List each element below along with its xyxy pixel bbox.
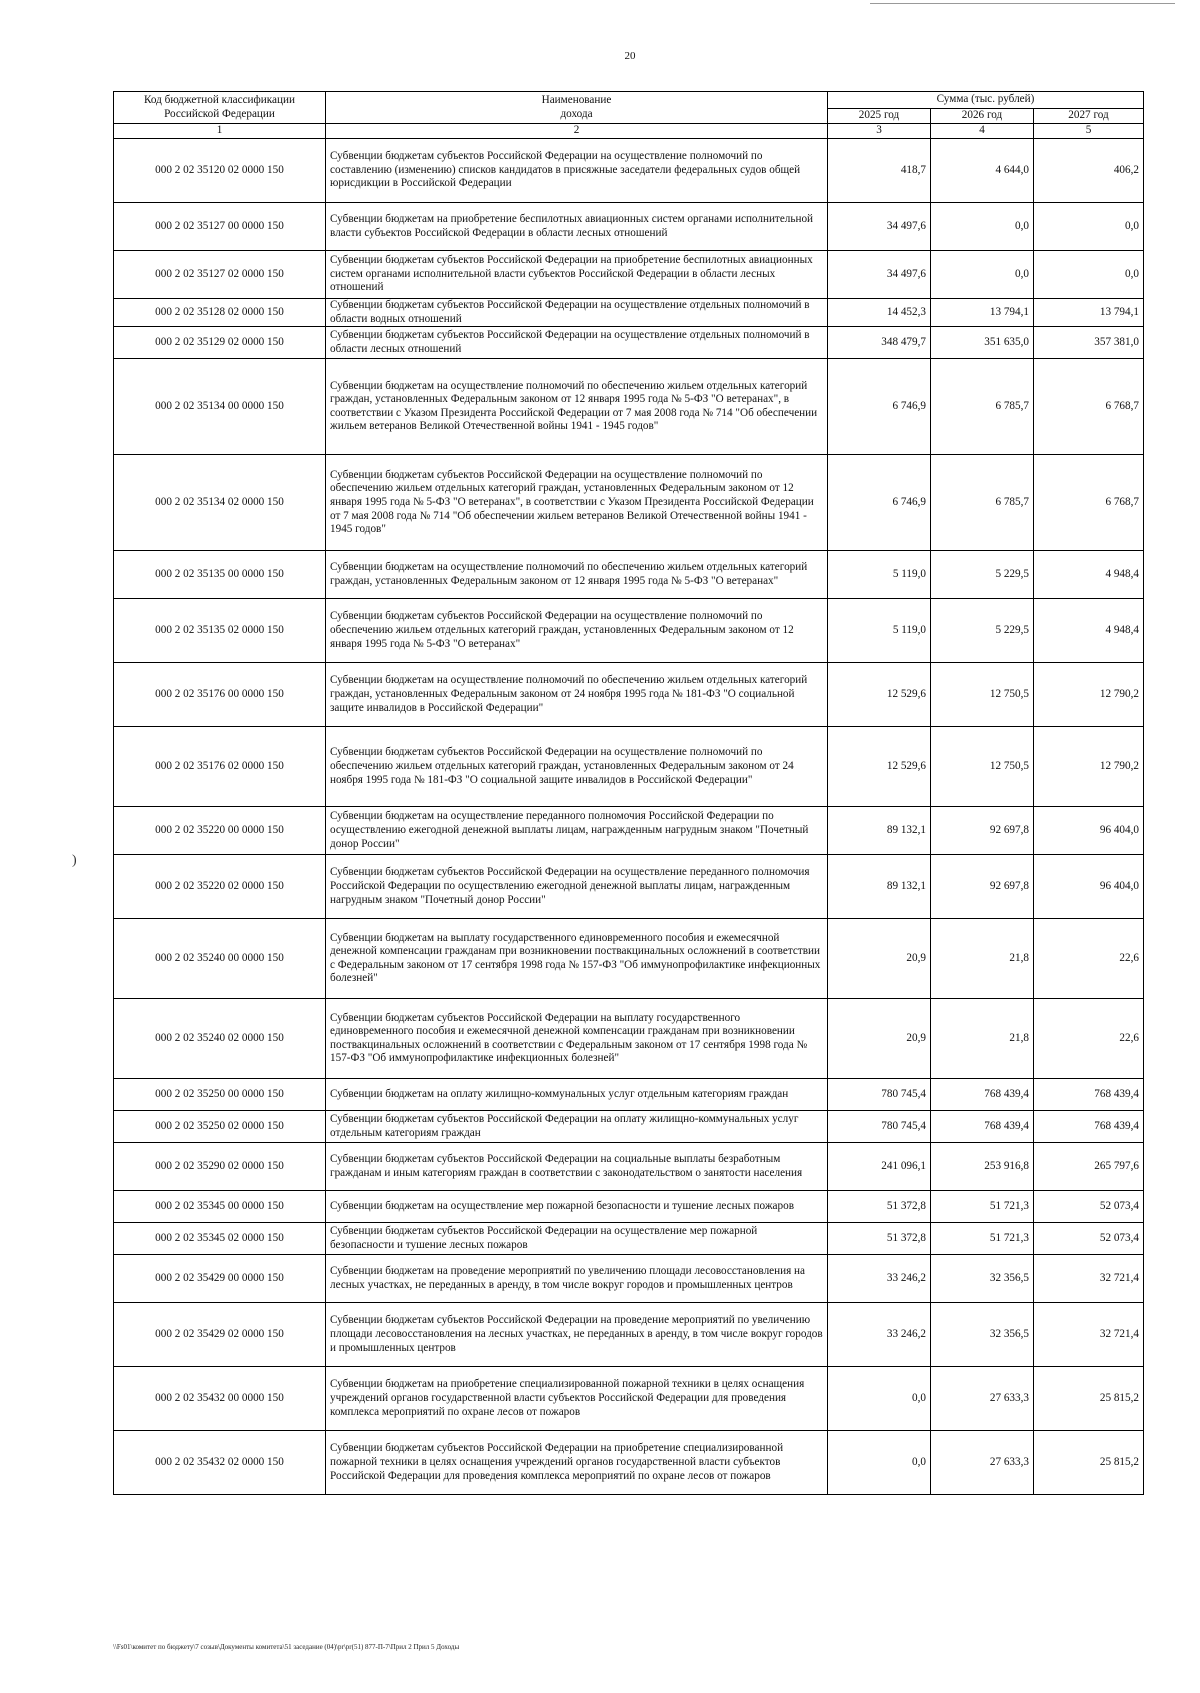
amount-2026-cell: 0,0 <box>931 203 1034 251</box>
amount-2025-cell: 20,9 <box>828 919 931 999</box>
table-row <box>114 455 1144 551</box>
budget-code-cell: 000 2 02 35432 02 0000 150 <box>114 1431 326 1495</box>
amount-2026-cell: 253 916,8 <box>931 1143 1034 1191</box>
budget-code-cell: 000 2 02 35135 00 0000 150 <box>114 551 326 599</box>
income-name-cell: Субвенции бюджетам субъектов Российской Федерации на осуществление переданного полномочия Российской Федерации по осуществлению ежегодной денежной выплаты лицам, награжденным нагрудным знаком "Почетный донор России" <box>326 855 828 919</box>
budget-code-cell: 000 2 02 35120 02 0000 150 <box>114 139 326 203</box>
amount-2025-cell: 0,0 <box>828 1431 931 1495</box>
table-row <box>114 1143 1144 1191</box>
amount-2025-cell: 0,0 <box>828 1367 931 1431</box>
income-name-cell: Субвенции бюджетам субъектов Российской Федерации на осуществление полномочий по обеспечению жильем отдельных категорий граждан, установленных Федеральным законом от 12 января 1995 года № 5-ФЗ "О ветеранах", в соответствии с Указом Президента Российской Федерации от 7 мая 2008 года № 714 "Об обеспечении жильем ветеранов Великой Отечественной войны 1941 - 1945 годов" <box>326 455 828 551</box>
table-row <box>114 1111 1144 1143</box>
amount-2026-cell: 92 697,8 <box>931 855 1034 919</box>
year-2027-header: 2027 год <box>1034 109 1144 124</box>
amount-2027-cell: 768 439,4 <box>1034 1111 1144 1143</box>
amount-2027-cell: 4 948,4 <box>1034 599 1144 663</box>
top-rule <box>870 3 1175 4</box>
name-header-line-2: дохода <box>560 107 593 120</box>
income-name-cell: Субвенции бюджетам субъектов Российской Федерации на выплату государственного единовременного пособия и ежемесячной денежной компенсации гражданам при возникновении поствакцинальных осложнений в соответствии с Федеральным законом от 17 сентября 1998 года № 157-ФЗ "Об иммунопрофилактике инфекционных болезней" <box>326 999 828 1079</box>
amount-2025-cell: 780 745,4 <box>828 1111 931 1143</box>
amount-2026-cell: 32 356,5 <box>931 1255 1034 1303</box>
year-2025-header: 2025 год <box>828 109 931 124</box>
amount-2025-cell: 780 745,4 <box>828 1079 931 1111</box>
budget-code-cell: 000 2 02 35345 02 0000 150 <box>114 1223 326 1255</box>
income-name-cell: Субвенции бюджетам субъектов Российской Федерации на оплату жилищно-коммунальных услуг отдельным категориям граждан <box>326 1111 828 1143</box>
income-name-cell: Субвенции бюджетам на проведение мероприятий по увеличению площади лесовосстановления на лесных участках, не переданных в аренду, в том числе вокруг городов и промышленных центров <box>326 1255 828 1303</box>
amount-2026-cell: 51 721,3 <box>931 1191 1034 1223</box>
amount-2025-cell: 33 246,2 <box>828 1303 931 1367</box>
page-number: 20 <box>624 50 636 62</box>
amount-2026-cell: 0,0 <box>931 251 1034 299</box>
table-row <box>114 1303 1144 1367</box>
amount-2025-cell: 348 479,7 <box>828 327 931 359</box>
name-column-header <box>326 92 828 124</box>
amount-2027-cell: 32 721,4 <box>1034 1255 1144 1303</box>
amount-2027-cell: 768 439,4 <box>1034 1079 1144 1111</box>
table-row <box>114 599 1144 663</box>
amount-2025-cell: 12 529,6 <box>828 663 931 727</box>
amount-2026-cell: 5 229,5 <box>931 551 1034 599</box>
budget-code-cell: 000 2 02 35220 00 0000 150 <box>114 807 326 855</box>
budget-code-cell: 000 2 02 35129 02 0000 150 <box>114 327 326 359</box>
amount-2026-cell: 13 794,1 <box>931 299 1034 327</box>
name-header-line-1: Наименование <box>541 93 612 106</box>
income-name-cell: Субвенции бюджетам субъектов Российской Федерации на социальные выплаты безработным гражданам и иным категориям граждан в соответствии с законодательством о занятости населения <box>326 1143 828 1191</box>
amount-2027-cell: 0,0 <box>1034 203 1144 251</box>
income-name-cell: Субвенции бюджетам на выплату государственного единовременного пособия и ежемесячной денежной компенсации гражданам при возникновении поствакцинальных осложнений в соответствии с Федеральным законом от 17 сентября 1998 года № 157-ФЗ "Об иммунопрофилактике инфекционных болезней" <box>326 919 828 999</box>
amount-2025-cell: 89 132,1 <box>828 807 931 855</box>
amount-2026-cell: 6 785,7 <box>931 359 1034 455</box>
amount-2026-cell: 21,8 <box>931 999 1034 1079</box>
income-name-cell: Субвенции бюджетам на осуществление полномочий по обеспечению жильем отдельных категорий граждан, установленных Федеральным законом от 24 ноября 1995 года № 181-ФЗ "О социальной защите инвалидов в Российской Федерации" <box>326 663 828 727</box>
income-name-cell: Субвенции бюджетам на приобретение беспилотных авиационных систем органами исполнительной власти субъектов Российской Федерации в области лесных отношений <box>326 203 828 251</box>
amount-2027-cell: 96 404,0 <box>1034 807 1144 855</box>
amount-2027-cell: 357 381,0 <box>1034 327 1144 359</box>
column-number: 1 <box>114 124 326 139</box>
budget-code-cell: 000 2 02 35240 02 0000 150 <box>114 999 326 1079</box>
amount-2027-cell: 22,6 <box>1034 919 1144 999</box>
column-number: 5 <box>1034 124 1144 139</box>
budget-code-cell: 000 2 02 35290 02 0000 150 <box>114 1143 326 1191</box>
budget-code-cell: 000 2 02 35429 02 0000 150 <box>114 1303 326 1367</box>
income-name-cell: Субвенции бюджетам на осуществление переданного полномочия Российской Федерации по осуществлению ежегодной денежной выплаты лицам, награжденным нагрудным знаком "Почетный донор России" <box>326 807 828 855</box>
amount-2027-cell: 25 815,2 <box>1034 1367 1144 1431</box>
budget-code-cell: 000 2 02 35135 02 0000 150 <box>114 599 326 663</box>
amount-2027-cell: 0,0 <box>1034 251 1144 299</box>
table-row <box>114 551 1144 599</box>
income-name-cell: Субвенции бюджетам субъектов Российской Федерации на приобретение специализированной пожарной техники в целях оснащения учреждений органов государственной власти субъектов Российской Федерации для проведения комплекса мероприятий по охране лесов от пожаров <box>326 1431 828 1495</box>
budget-code-cell: 000 2 02 35250 02 0000 150 <box>114 1111 326 1143</box>
amount-2026-cell: 51 721,3 <box>931 1223 1034 1255</box>
income-name-cell: Субвенции бюджетам на осуществление полномочий по обеспечению жильем отдельных категорий граждан, установленных Федеральным законом от 12 января 1995 года № 5-ФЗ "О ветеранах" <box>326 551 828 599</box>
column-number: 3 <box>828 124 931 139</box>
income-name-cell: Субвенции бюджетам субъектов Российской Федерации на приобретение беспилотных авиационных систем органами исполнительной власти субъектов Российской Федерации в области лесных отношений <box>326 251 828 299</box>
income-name-cell: Субвенции бюджетам субъектов Российской Федерации на осуществление полномочий по составлению (изменению) списков кандидатов в присяжные заседатели федеральных судов общей юрисдикции в Российской Федерации <box>326 139 828 203</box>
sum-column-header: Сумма (тыс. рублей) <box>828 92 1144 109</box>
margin-mark: ) <box>72 853 77 868</box>
income-name-cell: Субвенции бюджетам на оплату жилищно-коммунальных услуг отдельным категориям граждан <box>326 1079 828 1111</box>
budget-code-cell: 000 2 02 35127 00 0000 150 <box>114 203 326 251</box>
table-row <box>114 1223 1144 1255</box>
amount-2026-cell: 4 644,0 <box>931 139 1034 203</box>
amount-2027-cell: 6 768,7 <box>1034 359 1144 455</box>
amount-2027-cell: 13 794,1 <box>1034 299 1144 327</box>
income-name-cell: Субвенции бюджетам субъектов Российской Федерации на проведение мероприятий по увеличению площади лесовосстановления на лесных участках, не переданных в аренду, в том числе вокруг городов и промышленных центров <box>326 1303 828 1367</box>
amount-2027-cell: 6 768,7 <box>1034 455 1144 551</box>
income-name-cell: Субвенции бюджетам на приобретение специализированной пожарной техники в целях оснащения учреждений органов государственной власти субъектов Российской Федерации для проведения комплекса мероприятий по охране лесов от пожаров <box>326 1367 828 1431</box>
budget-code-cell: 000 2 02 35432 00 0000 150 <box>114 1367 326 1431</box>
column-number: 2 <box>326 124 828 139</box>
amount-2027-cell: 265 797,6 <box>1034 1143 1144 1191</box>
table-row <box>114 855 1144 919</box>
table-row <box>114 327 1144 359</box>
footer-file-path: \\Fs01\комитет по бюджету\7 созыв\Документы комитета\51 заседание (04)\pr\pr(51) 877-П-7\Прил 2 Прил 5 Доходы <box>113 1643 460 1651</box>
amount-2026-cell: 12 750,5 <box>931 727 1034 807</box>
amount-2026-cell: 6 785,7 <box>931 455 1034 551</box>
amount-2025-cell: 14 452,3 <box>828 299 931 327</box>
amount-2025-cell: 89 132,1 <box>828 855 931 919</box>
amount-2027-cell: 12 790,2 <box>1034 663 1144 727</box>
income-name-cell: Субвенции бюджетам субъектов Российской Федерации на осуществление отдельных полномочий в области лесных отношений <box>326 327 828 359</box>
budget-code-cell: 000 2 02 35250 00 0000 150 <box>114 1079 326 1111</box>
income-name-cell: Субвенции бюджетам субъектов Российской Федерации на осуществление мер пожарной безопасности и тушение лесных пожаров <box>326 1223 828 1255</box>
budget-code-cell: 000 2 02 35134 02 0000 150 <box>114 455 326 551</box>
amount-2026-cell: 92 697,8 <box>931 807 1034 855</box>
table-row <box>114 663 1144 727</box>
table-row <box>114 139 1144 203</box>
amount-2025-cell: 12 529,6 <box>828 727 931 807</box>
amount-2027-cell: 52 073,4 <box>1034 1223 1144 1255</box>
budget-code-cell: 000 2 02 35127 02 0000 150 <box>114 251 326 299</box>
amount-2026-cell: 27 633,3 <box>931 1431 1034 1495</box>
amount-2027-cell: 96 404,0 <box>1034 855 1144 919</box>
column-number: 4 <box>931 124 1034 139</box>
amount-2025-cell: 20,9 <box>828 999 931 1079</box>
amount-2025-cell: 34 497,6 <box>828 203 931 251</box>
amount-2025-cell: 6 746,9 <box>828 455 931 551</box>
table-row <box>114 251 1144 299</box>
amount-2027-cell: 406,2 <box>1034 139 1144 203</box>
budget-code-cell: 000 2 02 35134 00 0000 150 <box>114 359 326 455</box>
table-row <box>114 727 1144 807</box>
amount-2025-cell: 418,7 <box>828 139 931 203</box>
budget-code-cell: 000 2 02 35345 00 0000 150 <box>114 1191 326 1223</box>
income-name-cell: Субвенции бюджетам на осуществление мер пожарной безопасности и тушение лесных пожаров <box>326 1191 828 1223</box>
amount-2026-cell: 32 356,5 <box>931 1303 1034 1367</box>
year-2026-header: 2026 год <box>931 109 1034 124</box>
amount-2025-cell: 34 497,6 <box>828 251 931 299</box>
code-column-header: Код бюджетной классификации Российской Федерации <box>114 92 326 124</box>
income-name-cell: Субвенции бюджетам субъектов Российской Федерации на осуществление полномочий по обеспечению жильем отдельных категорий граждан, установленных Федеральным законом от 24 ноября 1995 года № 181-ФЗ "О социальной защите инвалидов в Российской Федерации" <box>326 727 828 807</box>
income-table <box>113 91 1144 1495</box>
table-row <box>114 1367 1144 1431</box>
amount-2025-cell: 33 246,2 <box>828 1255 931 1303</box>
amount-2027-cell: 32 721,4 <box>1034 1303 1144 1367</box>
budget-code-cell: 000 2 02 35220 02 0000 150 <box>114 855 326 919</box>
amount-2025-cell: 5 119,0 <box>828 551 931 599</box>
amount-2026-cell: 27 633,3 <box>931 1367 1034 1431</box>
amount-2026-cell: 768 439,4 <box>931 1111 1034 1143</box>
budget-code-cell: 000 2 02 35240 00 0000 150 <box>114 919 326 999</box>
table-body <box>114 139 1144 1495</box>
table-row <box>114 999 1144 1079</box>
table-row <box>114 1191 1144 1223</box>
amount-2025-cell: 6 746,9 <box>828 359 931 455</box>
amount-2027-cell: 22,6 <box>1034 999 1144 1079</box>
income-name-cell: Субвенции бюджетам субъектов Российской Федерации на осуществление отдельных полномочий в области водных отношений <box>326 299 828 327</box>
amount-2026-cell: 12 750,5 <box>931 663 1034 727</box>
amount-2025-cell: 51 372,8 <box>828 1191 931 1223</box>
table-row <box>114 1255 1144 1303</box>
amount-2027-cell: 25 815,2 <box>1034 1431 1144 1495</box>
amount-2027-cell: 4 948,4 <box>1034 551 1144 599</box>
budget-code-cell: 000 2 02 35429 00 0000 150 <box>114 1255 326 1303</box>
table-row <box>114 1431 1144 1495</box>
table-row <box>114 1079 1144 1111</box>
amount-2027-cell: 52 073,4 <box>1034 1191 1144 1223</box>
amount-2026-cell: 768 439,4 <box>931 1079 1034 1111</box>
table-row <box>114 203 1144 251</box>
amount-2026-cell: 21,8 <box>931 919 1034 999</box>
amount-2027-cell: 12 790,2 <box>1034 727 1144 807</box>
amount-2026-cell: 5 229,5 <box>931 599 1034 663</box>
amount-2025-cell: 51 372,8 <box>828 1223 931 1255</box>
table-row <box>114 919 1144 999</box>
table-header <box>114 92 1144 139</box>
table-row <box>114 299 1144 327</box>
table-row <box>114 359 1144 455</box>
amount-2025-cell: 5 119,0 <box>828 599 931 663</box>
table-row <box>114 807 1144 855</box>
income-name-cell: Субвенции бюджетам на осуществление полномочий по обеспечению жильем отдельных категорий граждан, установленных Федеральным законом от 12 января 1995 года № 5-ФЗ "О ветеранах", в соответствии с Указом Президента Российской Федерации от 7 мая 2008 года № 714 "Об обеспечении жильем ветеранов Великой Отечественной войны 1941 - 1945 годов" <box>326 359 828 455</box>
income-name-cell: Субвенции бюджетам субъектов Российской Федерации на осуществление полномочий по обеспечению жильем отдельных категорий граждан, установленных Федеральным законом от 12 января 1995 года № 5-ФЗ "О ветеранах" <box>326 599 828 663</box>
amount-2026-cell: 351 635,0 <box>931 327 1034 359</box>
budget-code-cell: 000 2 02 35128 02 0000 150 <box>114 299 326 327</box>
budget-code-cell: 000 2 02 35176 00 0000 150 <box>114 663 326 727</box>
budget-code-cell: 000 2 02 35176 02 0000 150 <box>114 727 326 807</box>
amount-2025-cell: 241 096,1 <box>828 1143 931 1191</box>
